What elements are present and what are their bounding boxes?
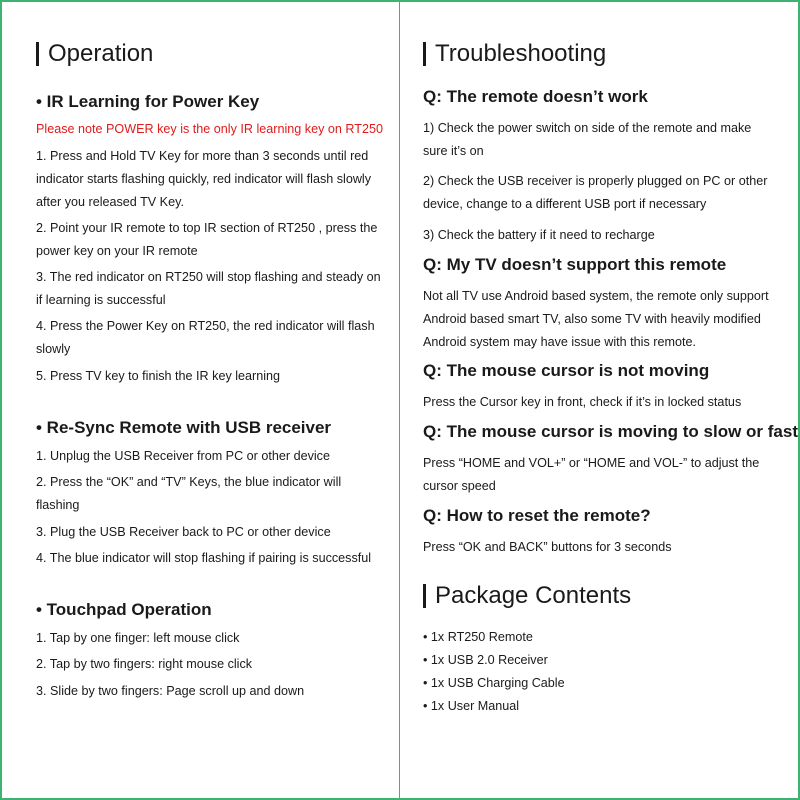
q1-answer-1: 1) Check the power switch on side of the remote and make sure it’s on xyxy=(423,121,752,158)
page-border-left xyxy=(0,0,2,800)
package-item-1: • 1x RT250 Remote xyxy=(423,630,533,644)
ir-note: Please note POWER key is the only IR learning key on RT250 xyxy=(36,122,383,136)
package-title: Package Contents xyxy=(435,582,632,609)
q1-answer-2: 2) Check the USB receiver is properly plugged on PC or other device, change to a different USB port if necessary xyxy=(423,174,768,211)
resync-step-1: 1. Unplug the USB Receiver from PC or other device xyxy=(36,449,330,463)
operation-title: Operation xyxy=(48,40,154,67)
ir-step-3: 3. The red indicator on RT250 will stop flashing and steady on if learning is successful xyxy=(36,270,381,307)
touchpad-heading: • Touchpad Operation xyxy=(36,600,212,619)
ir-learning-heading: • IR Learning for Power Key xyxy=(36,92,260,111)
resync-step-4: 4. The blue indicator will stop flashing if pairing is successful xyxy=(36,551,372,565)
ir-step-1: 1. Press and Hold TV Key for more than 3 seconds until red indicator starts flashing quickly, red indicator will flash slowly after you released TV Key. xyxy=(36,149,372,209)
ir-step-5: 5. Press TV key to finish the IR key learning xyxy=(36,369,281,383)
column-divider xyxy=(399,0,400,800)
q4-answer: Press “HOME and VOL+” or “HOME and VOL-” to adjust the cursor speed xyxy=(423,456,760,493)
q2-answer: Not all TV use Android based system, the remote only support Android based smart TV, also some TV with heavily modified Android system may have issue with this remote. xyxy=(423,289,769,349)
q1-question: Q: The remote doesn’t work xyxy=(423,87,648,106)
package-heading xyxy=(423,582,631,610)
touchpad-step-1: 1. Tap by one finger: left mouse click xyxy=(36,631,240,645)
heading-bar xyxy=(423,584,426,608)
ir-step-2: 2. Point your IR remote to top IR section of RT250 , press the power key on your IR remote xyxy=(36,221,378,258)
troubleshooting-heading xyxy=(423,40,606,68)
q3-question: Q: The mouse cursor is not moving xyxy=(423,361,710,380)
q5-answer: Press “OK and BACK” buttons for 3 seconds xyxy=(423,540,672,554)
q1-answer-3: 3) Check the battery if it need to recharge xyxy=(423,228,655,242)
resync-heading: • Re-Sync Remote with USB receiver xyxy=(36,418,332,437)
package-item-3: • 1x USB Charging Cable xyxy=(423,676,565,690)
package-item-2: • 1x USB 2.0 Receiver xyxy=(423,653,548,667)
resync-step-2: 2. Press the “OK” and “TV” Keys, the blue indicator will flashing xyxy=(36,475,342,512)
touchpad-step-2: 2. Tap by two fingers: right mouse click xyxy=(36,657,253,671)
package-item-4: • 1x User Manual xyxy=(423,699,520,713)
heading-bar xyxy=(36,42,39,66)
heading-bar xyxy=(423,42,426,66)
operation-heading xyxy=(36,40,153,68)
q5-question: Q: How to reset the remote? xyxy=(423,506,651,525)
q3-answer: Press the Cursor key in front, check if it’s in locked status xyxy=(423,395,742,409)
troubleshooting-title: Troubleshooting xyxy=(435,40,607,67)
q2-question: Q: My TV doesn’t support this remote xyxy=(423,255,727,274)
ir-step-4: 4. Press the Power Key on RT250, the red indicator will flash slowly xyxy=(36,319,375,356)
resync-step-3: 3. Plug the USB Receiver back to PC or other device xyxy=(36,525,331,539)
page-border-top xyxy=(0,0,800,2)
q4-question: Q: The mouse cursor is moving to slow or fast xyxy=(423,422,799,441)
touchpad-step-3: 3. Slide by two fingers: Page scroll up and down xyxy=(36,684,305,698)
